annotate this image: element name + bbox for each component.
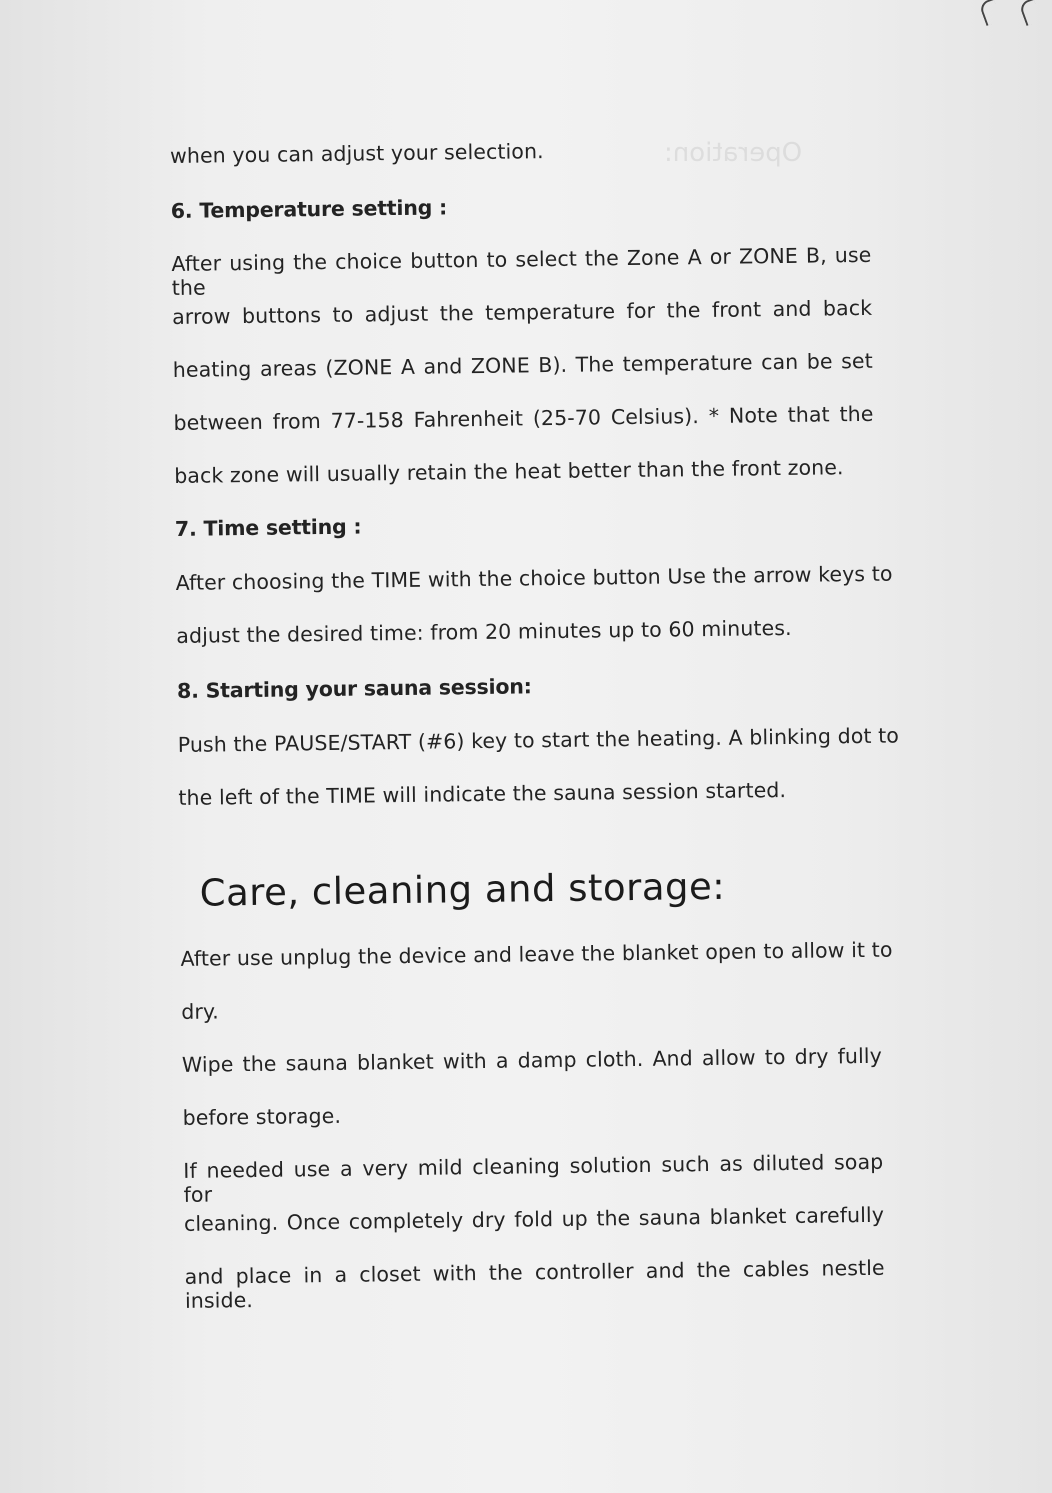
time-heading: 7. Time setting : [174, 514, 362, 541]
care-line-7: and place in a closet with the controller and the cables nestle inside. [184, 1255, 885, 1313]
intro-tail: when you can adjust your selection. [169, 139, 544, 168]
care-line-6: cleaning. Once completely dry fold up the sauna blanket carefully [183, 1202, 885, 1236]
care-section-title: Care, cleaning and storage: [199, 864, 726, 915]
temperature-line-4: between from 77-158 Fahrenheit (25-70 Celsius). * Note that the [173, 401, 874, 435]
temperature-line-5: back zone will usually retain the heat better than the front zone. [174, 455, 844, 488]
temperature-line-2: arrow buttons to adjust the temperature for the front and back [171, 295, 873, 329]
temperature-line-3: heating areas (ZONE A and ZONE B). The temperature can be set [172, 348, 873, 382]
time-line-1: After choosing the TIME with the choice button Use the arrow keys to [175, 561, 893, 595]
binder-clip-mark-right [1018, 0, 1041, 26]
start-line-1: Push the PAUSE/START (#6) key to start the heating. A blinking dot to [177, 723, 900, 757]
temperature-line-1: After using the choice button to select the Zone A or ZONE B, use the [171, 242, 872, 300]
care-line-5: If needed use a very mild cleaning solution such as diluted soap for [183, 1149, 884, 1207]
start-line-2: the left of the TIME will indicate the sauna session started. [178, 777, 787, 810]
temperature-heading: 6. Temperature setting : [170, 195, 448, 223]
bleed-through-text: Operation: [664, 138, 803, 168]
care-line-4: before storage. [182, 1103, 342, 1130]
time-line-2: adjust the desired time: from 20 minutes up to 60 minutes. [176, 615, 792, 648]
binder-clip-mark-left [978, 0, 1001, 26]
start-heading: 8. Starting your sauna session: [176, 674, 532, 703]
care-line-3: Wipe the sauna blanket with a damp cloth. And allow to dry fully [181, 1043, 883, 1077]
care-line-2: dry. [181, 999, 219, 1024]
care-line-1: After use unplug the device and leave the blanket open to allow it to [180, 937, 893, 971]
